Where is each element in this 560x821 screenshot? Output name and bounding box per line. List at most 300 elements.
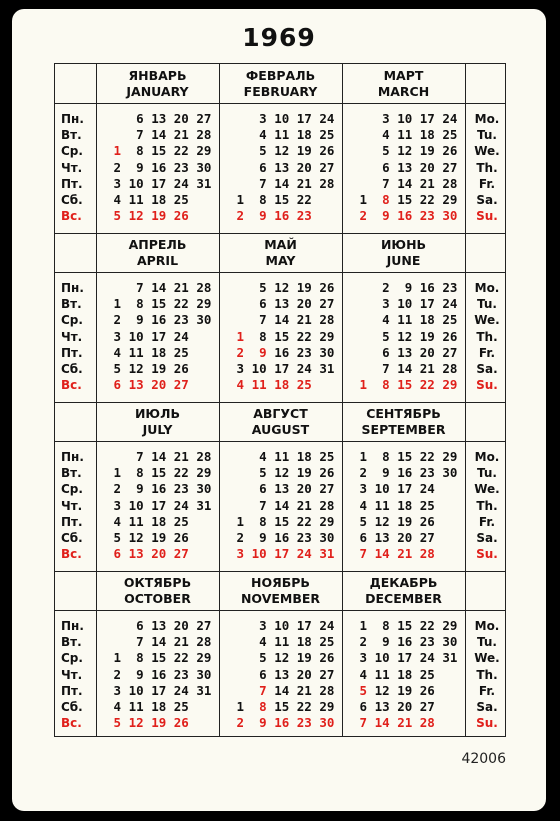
day-cell: 4 bbox=[229, 377, 245, 393]
day-cell: 21 bbox=[296, 497, 312, 513]
day-cell: 17 bbox=[151, 682, 167, 698]
week-row bbox=[229, 683, 352, 699]
day-cell: 10 bbox=[397, 111, 413, 126]
month-name bbox=[96, 406, 219, 438]
day-cell: 9 bbox=[251, 208, 267, 224]
month-name-ru: ИЮЛЬ bbox=[134, 406, 181, 421]
day-cell: 12 bbox=[274, 143, 290, 159]
day-cell: 26 bbox=[319, 465, 335, 481]
day-cell: 23 bbox=[173, 312, 189, 328]
day-cell: 7 bbox=[251, 312, 267, 328]
week-row bbox=[106, 312, 229, 328]
week-row bbox=[229, 296, 352, 312]
week-row bbox=[106, 208, 229, 224]
day-cell: 13 bbox=[274, 481, 290, 497]
day-cell: 29 bbox=[442, 377, 458, 393]
weekday-label: Вс. bbox=[61, 209, 82, 224]
day-cell: 3 bbox=[229, 360, 245, 376]
month-days bbox=[106, 449, 229, 562]
day-cell: 17 bbox=[397, 650, 413, 666]
day-cell: 31 bbox=[196, 497, 212, 513]
day-cell: 20 bbox=[419, 344, 435, 360]
day-cell: 19 bbox=[419, 143, 435, 159]
month-name-divider bbox=[55, 103, 505, 104]
day-cell: 4 bbox=[251, 634, 267, 650]
weekday-label: Th. bbox=[476, 160, 498, 175]
calendar-grid bbox=[54, 63, 506, 737]
day-cell: 27 bbox=[419, 698, 435, 714]
day-cell: 12 bbox=[397, 328, 413, 344]
day-cell: 5 bbox=[251, 143, 267, 159]
weekday-label: Вт. bbox=[61, 297, 82, 312]
week-row bbox=[352, 361, 475, 377]
grid-row-divider bbox=[55, 402, 505, 403]
day-cell: 16 bbox=[151, 159, 167, 175]
weekday-label: Sa. bbox=[476, 192, 498, 207]
day-cell: 24 bbox=[319, 618, 335, 633]
day-cell: 21 bbox=[397, 715, 413, 731]
day-cell: 22 bbox=[173, 465, 189, 481]
weekday-label: Вс. bbox=[61, 547, 82, 562]
month-name-ru: АВГУСТ bbox=[253, 406, 308, 421]
day-cell: 24 bbox=[173, 328, 189, 344]
day-cell: 9 bbox=[374, 634, 390, 650]
grid-row-divider bbox=[55, 233, 505, 234]
day-cell: 11 bbox=[128, 698, 144, 714]
month-name bbox=[219, 237, 342, 269]
day-cell: 23 bbox=[173, 666, 189, 682]
weekday-label: Вт. bbox=[61, 128, 82, 143]
month-name bbox=[342, 406, 465, 438]
day-cell: 18 bbox=[296, 449, 312, 464]
day-cell: 28 bbox=[196, 449, 212, 464]
day-cell: 4 bbox=[352, 497, 368, 513]
day-cell: 15 bbox=[397, 377, 413, 393]
calendar-year: 1969 bbox=[242, 23, 316, 52]
day-cell: 6 bbox=[374, 344, 390, 360]
day-cell: 17 bbox=[419, 111, 435, 126]
day-cell: 27 bbox=[442, 344, 458, 360]
weekday-label: Mo. bbox=[474, 112, 500, 126]
day-cell: 9 bbox=[251, 344, 267, 360]
day-cell: 28 bbox=[419, 715, 435, 731]
month-name-en: JULY bbox=[142, 422, 173, 437]
day-cell: 10 bbox=[274, 111, 290, 126]
day-cell: 27 bbox=[196, 618, 212, 633]
day-cell: 8 bbox=[128, 296, 144, 312]
week-row bbox=[352, 111, 475, 127]
day-cell: 15 bbox=[397, 618, 413, 633]
weekday-label: Пт. bbox=[61, 345, 83, 360]
month-days bbox=[229, 280, 352, 393]
month-name-ru: НОЯБРЬ bbox=[251, 575, 310, 590]
day-cell: 3 bbox=[352, 650, 368, 666]
week-row bbox=[352, 377, 475, 393]
day-cell: 29 bbox=[196, 465, 212, 481]
day-cell: 18 bbox=[419, 312, 435, 328]
day-cell: 10 bbox=[397, 296, 413, 312]
day-cell: 28 bbox=[319, 497, 335, 513]
day-cell: 18 bbox=[151, 513, 167, 529]
weekday-label: Tu. bbox=[477, 466, 497, 481]
day-cell: 6 bbox=[352, 698, 368, 714]
day-cell: 7 bbox=[128, 634, 144, 650]
day-cell: 17 bbox=[151, 497, 167, 513]
weekday-label: Пн. bbox=[61, 281, 84, 295]
day-cell: 16 bbox=[151, 666, 167, 682]
day-cell: 2 bbox=[229, 715, 245, 731]
weekday-label: Tu. bbox=[477, 128, 497, 143]
week-row bbox=[229, 715, 352, 731]
week-row bbox=[352, 208, 475, 224]
month-name bbox=[342, 68, 465, 100]
day-cell: 8 bbox=[251, 191, 267, 207]
day-cell: 22 bbox=[173, 143, 189, 159]
day-cell: 15 bbox=[274, 328, 290, 344]
month-name-en: APRIL bbox=[136, 253, 179, 268]
day-cell: 29 bbox=[319, 513, 335, 529]
day-cell: 28 bbox=[442, 175, 458, 191]
day-cell: 22 bbox=[419, 618, 435, 633]
day-cell: 23 bbox=[173, 481, 189, 497]
day-cell: 12 bbox=[374, 682, 390, 698]
day-cell: 16 bbox=[419, 280, 435, 295]
day-cell: 24 bbox=[442, 296, 458, 312]
day-cell: 21 bbox=[173, 280, 189, 295]
day-cell: 14 bbox=[274, 312, 290, 328]
day-cell: 21 bbox=[296, 682, 312, 698]
week-row bbox=[106, 329, 229, 345]
day-cell: 1 bbox=[106, 143, 122, 159]
day-cell: 5 bbox=[352, 682, 368, 698]
day-cell: 11 bbox=[128, 513, 144, 529]
week-row bbox=[229, 465, 352, 481]
day-cell: 5 bbox=[374, 143, 390, 159]
week-row bbox=[106, 618, 229, 634]
day-cell: 10 bbox=[374, 481, 390, 497]
weekday-labels-ru bbox=[61, 449, 101, 562]
week-row bbox=[106, 699, 229, 715]
day-cell: 12 bbox=[274, 280, 290, 295]
week-row bbox=[352, 449, 475, 465]
day-cell: 8 bbox=[374, 618, 390, 633]
month-days bbox=[106, 618, 229, 731]
weekday-label: Пт. bbox=[61, 683, 83, 698]
day-cell: 12 bbox=[128, 529, 144, 545]
day-cell: 15 bbox=[151, 465, 167, 481]
day-cell: 18 bbox=[151, 698, 167, 714]
day-cell: 23 bbox=[296, 208, 312, 224]
day-cell: 9 bbox=[397, 280, 413, 295]
day-cell: 12 bbox=[274, 650, 290, 666]
day-cell: 14 bbox=[151, 449, 167, 464]
day-cell: 13 bbox=[274, 666, 290, 682]
day-cell: 3 bbox=[106, 328, 122, 344]
day-cell: 24 bbox=[319, 111, 335, 126]
weekday-labels-ru bbox=[61, 618, 101, 731]
day-cell: 19 bbox=[151, 715, 167, 731]
month-name-en: AUGUST bbox=[251, 422, 310, 437]
day-cell: 22 bbox=[419, 191, 435, 207]
day-cell: 18 bbox=[397, 666, 413, 682]
day-cell: 28 bbox=[196, 127, 212, 143]
month-name bbox=[96, 237, 219, 269]
week-row bbox=[352, 312, 475, 328]
day-cell: 16 bbox=[151, 312, 167, 328]
weekday-label: Sa. bbox=[476, 361, 498, 376]
day-cell: 19 bbox=[296, 650, 312, 666]
day-cell: 14 bbox=[374, 715, 390, 731]
day-cell: 14 bbox=[274, 682, 290, 698]
day-cell: 30 bbox=[196, 312, 212, 328]
day-cell: 10 bbox=[128, 175, 144, 191]
day-cell: 19 bbox=[151, 360, 167, 376]
day-cell: 15 bbox=[397, 449, 413, 464]
week-row bbox=[229, 160, 352, 176]
day-cell: 27 bbox=[319, 666, 335, 682]
day-cell: 1 bbox=[229, 191, 245, 207]
day-cell: 30 bbox=[442, 465, 458, 481]
day-cell: 15 bbox=[151, 143, 167, 159]
day-cell: 22 bbox=[296, 328, 312, 344]
week-row bbox=[106, 683, 229, 699]
day-cell: 3 bbox=[374, 111, 390, 126]
week-row bbox=[106, 650, 229, 666]
day-cell: 16 bbox=[397, 634, 413, 650]
month-name bbox=[219, 68, 342, 100]
day-cell: 15 bbox=[274, 698, 290, 714]
day-cell: 2 bbox=[106, 481, 122, 497]
month-name-divider bbox=[55, 610, 505, 611]
weekday-label: Fr. bbox=[478, 514, 496, 529]
week-row bbox=[352, 498, 475, 514]
day-cell: 25 bbox=[319, 449, 335, 464]
day-cell: 12 bbox=[128, 208, 144, 224]
day-cell: 16 bbox=[274, 208, 290, 224]
weekday-label: Su. bbox=[476, 716, 498, 731]
day-cell: 22 bbox=[173, 296, 189, 312]
day-cell: 23 bbox=[173, 159, 189, 175]
month-name-ru: МАРТ bbox=[383, 68, 424, 83]
week-row bbox=[229, 449, 352, 465]
day-cell: 24 bbox=[173, 497, 189, 513]
month-name bbox=[96, 575, 219, 607]
day-cell: 18 bbox=[274, 377, 290, 393]
day-cell: 4 bbox=[106, 191, 122, 207]
day-cell: 7 bbox=[251, 682, 267, 698]
day-cell: 25 bbox=[442, 312, 458, 328]
day-cell: 30 bbox=[196, 159, 212, 175]
month-days bbox=[106, 280, 229, 393]
day-cell: 20 bbox=[173, 618, 189, 633]
day-cell: 9 bbox=[128, 159, 144, 175]
day-cell: 3 bbox=[352, 481, 368, 497]
day-cell: 2 bbox=[352, 208, 368, 224]
day-cell: 13 bbox=[397, 344, 413, 360]
day-cell: 20 bbox=[296, 296, 312, 312]
day-cell: 17 bbox=[296, 618, 312, 633]
month-name-ru: АПРЕЛЬ bbox=[128, 237, 187, 252]
day-cell: 3 bbox=[251, 618, 267, 633]
week-row bbox=[229, 530, 352, 546]
day-cell: 2 bbox=[352, 465, 368, 481]
week-row bbox=[229, 329, 352, 345]
week-row bbox=[229, 618, 352, 634]
weekday-label: Su. bbox=[476, 378, 498, 393]
month-name-ru: ФЕВРАЛЬ bbox=[245, 68, 316, 83]
day-cell: 19 bbox=[151, 208, 167, 224]
month-days bbox=[352, 449, 475, 562]
day-cell: 4 bbox=[352, 666, 368, 682]
month-name-ru: ИЮНЬ bbox=[380, 237, 427, 252]
day-cell: 9 bbox=[251, 715, 267, 731]
week-row bbox=[352, 176, 475, 192]
day-cell: 22 bbox=[419, 377, 435, 393]
week-row bbox=[352, 683, 475, 699]
day-cell: 16 bbox=[274, 715, 290, 731]
day-cell: 2 bbox=[229, 208, 245, 224]
day-cell: 17 bbox=[397, 481, 413, 497]
day-cell: 4 bbox=[106, 344, 122, 360]
month-name bbox=[342, 237, 465, 269]
month-days bbox=[352, 111, 475, 224]
day-cell: 17 bbox=[274, 546, 290, 562]
day-cell: 6 bbox=[374, 159, 390, 175]
weekday-label: Th. bbox=[476, 498, 498, 513]
day-cell: 19 bbox=[397, 513, 413, 529]
day-cell: 11 bbox=[251, 377, 267, 393]
month-name-en: JUNE bbox=[386, 253, 421, 268]
day-cell: 25 bbox=[319, 634, 335, 650]
week-row bbox=[352, 634, 475, 650]
day-cell: 9 bbox=[128, 666, 144, 682]
day-cell: 12 bbox=[128, 715, 144, 731]
day-cell: 3 bbox=[229, 546, 245, 562]
day-cell: 25 bbox=[296, 377, 312, 393]
day-cell: 12 bbox=[374, 513, 390, 529]
day-cell: 9 bbox=[128, 481, 144, 497]
day-cell: 19 bbox=[296, 143, 312, 159]
day-cell: 21 bbox=[419, 175, 435, 191]
day-cell: 23 bbox=[419, 208, 435, 224]
day-cell: 13 bbox=[151, 111, 167, 126]
day-cell: 9 bbox=[128, 312, 144, 328]
day-cell: 20 bbox=[419, 159, 435, 175]
month-name-ru: ОКТЯБРЬ bbox=[123, 575, 192, 590]
day-cell: 13 bbox=[374, 529, 390, 545]
weekday-label: Чт. bbox=[61, 667, 83, 682]
weekday-label: Чт. bbox=[61, 160, 83, 175]
day-cell: 30 bbox=[319, 344, 335, 360]
week-row bbox=[352, 481, 475, 497]
day-cell: 13 bbox=[274, 159, 290, 175]
week-row bbox=[229, 345, 352, 361]
day-cell: 17 bbox=[274, 360, 290, 376]
day-cell: 19 bbox=[419, 328, 435, 344]
day-cell: 7 bbox=[352, 546, 368, 562]
day-cell: 13 bbox=[128, 377, 144, 393]
day-cell: 25 bbox=[173, 344, 189, 360]
day-cell: 10 bbox=[274, 618, 290, 633]
day-cell: 2 bbox=[352, 634, 368, 650]
day-cell: 18 bbox=[151, 191, 167, 207]
month-name-ru: СЕНТЯБРЬ bbox=[366, 406, 441, 421]
month-name-divider bbox=[55, 441, 505, 442]
day-cell: 27 bbox=[419, 529, 435, 545]
week-row bbox=[229, 481, 352, 497]
day-cell: 22 bbox=[296, 513, 312, 529]
day-cell: 20 bbox=[296, 666, 312, 682]
day-cell: 30 bbox=[196, 481, 212, 497]
day-cell: 3 bbox=[251, 111, 267, 126]
day-cell: 26 bbox=[173, 529, 189, 545]
week-row bbox=[229, 280, 352, 296]
day-cell: 13 bbox=[374, 698, 390, 714]
month-name bbox=[342, 575, 465, 607]
day-cell: 24 bbox=[173, 175, 189, 191]
day-cell: 16 bbox=[274, 344, 290, 360]
month-name-en: FEBRUARY bbox=[243, 84, 318, 99]
day-cell: 9 bbox=[374, 208, 390, 224]
day-cell: 17 bbox=[419, 296, 435, 312]
day-cell: 10 bbox=[374, 650, 390, 666]
day-cell: 8 bbox=[374, 449, 390, 464]
day-cell: 14 bbox=[274, 497, 290, 513]
day-cell: 4 bbox=[374, 127, 390, 143]
day-cell: 26 bbox=[173, 208, 189, 224]
day-cell: 14 bbox=[151, 127, 167, 143]
day-cell: 2 bbox=[229, 344, 245, 360]
day-cell: 13 bbox=[151, 618, 167, 633]
weekday-label: Пт. bbox=[61, 176, 83, 191]
weekday-label: Th. bbox=[476, 667, 498, 682]
day-cell: 31 bbox=[196, 682, 212, 698]
day-cell: 28 bbox=[196, 280, 212, 295]
month-name-en: NOVEMBER bbox=[240, 591, 321, 606]
day-cell: 3 bbox=[374, 296, 390, 312]
day-cell: 30 bbox=[196, 666, 212, 682]
day-cell: 30 bbox=[442, 634, 458, 650]
week-row bbox=[106, 530, 229, 546]
day-cell: 25 bbox=[419, 666, 435, 682]
week-row bbox=[229, 498, 352, 514]
day-cell: 8 bbox=[128, 650, 144, 666]
week-row bbox=[352, 546, 475, 562]
day-cell: 27 bbox=[442, 159, 458, 175]
day-cell: 10 bbox=[128, 497, 144, 513]
day-cell: 31 bbox=[442, 650, 458, 666]
month-days bbox=[106, 111, 229, 224]
week-row bbox=[352, 296, 475, 312]
day-cell: 29 bbox=[442, 191, 458, 207]
day-cell: 2 bbox=[229, 529, 245, 545]
day-cell: 20 bbox=[151, 377, 167, 393]
day-cell: 25 bbox=[442, 127, 458, 143]
month-name-en: MAY bbox=[265, 253, 296, 268]
day-cell: 14 bbox=[397, 360, 413, 376]
weekday-label: Пн. bbox=[61, 112, 84, 126]
day-cell: 28 bbox=[319, 312, 335, 328]
day-cell: 24 bbox=[173, 682, 189, 698]
day-cell: 18 bbox=[296, 634, 312, 650]
week-row bbox=[106, 345, 229, 361]
day-cell: 24 bbox=[442, 111, 458, 126]
day-cell: 14 bbox=[274, 175, 290, 191]
day-cell: 1 bbox=[229, 698, 245, 714]
day-cell: 1 bbox=[106, 650, 122, 666]
day-cell: 29 bbox=[196, 296, 212, 312]
week-row bbox=[229, 312, 352, 328]
